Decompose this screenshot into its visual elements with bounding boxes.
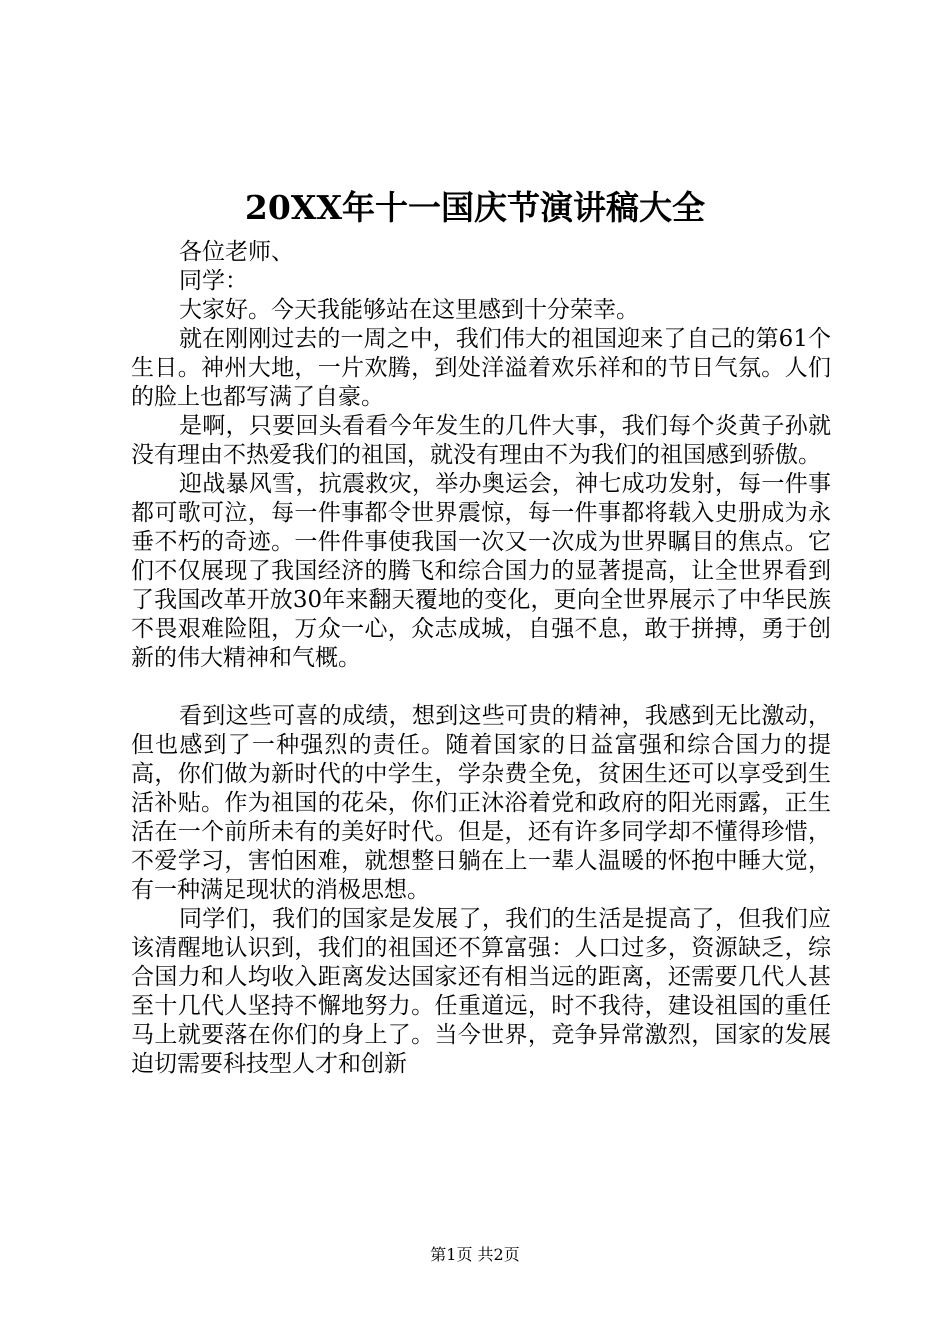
paragraph: 迎战暴风雪，抗震救灾，举办奥运会，神七成功发射，每一件事都可歌可泣，每一件事都令世界震惊，每一件事都将载入史册成为永垂不朽的奇迹。一件件事使我国一次又一次成为世界瞩目的焦点。它们不仅展现了我国经济的腾飞和综合国力的显著提高，让全世界看到了我国改革开放30年来翻天覆地的变化，更向全世界展示了中华民族不畏艰难险阻，万众一心，众志成城，自强不息，敢于拼搏，勇于创新的伟大精神和气概。 — [131, 471, 831, 671]
paragraph: 同学们，我们的国家是发展了，我们的生活是提高了，但我们应该清醒地认识到，我们的祖国还不算富强：人口过多，资源缺乏，综合国力和人均收入距离发达国家还有相当远的距离，还需要几代人甚至十几代人坚持不懈地努力。任重道远，时不我待，建设祖国的重任马上就要落在你们的身上了。当今世界，竞争异常激烈，国家的发展迫切需要科技型人才和创新 — [131, 906, 831, 1077]
page-footer: 第1页 共2页 — [430, 1245, 520, 1264]
paragraph-spacer — [131, 673, 831, 702]
paragraph: 看到这些可喜的成绩，想到这些可贵的精神，我感到无比激动，但也感到了一种强烈的责任。随着国家的日益富强和综合国力的提高，你们做为新时代的中学生，学杂费全免，贫困生还可以享受到生活补贴。作为祖国的花朵，你们正沐浴着党和政府的阳光雨露，正生活在一个前所未有的美好时代。但是，还有许多同学却不懂得珍惜，不爱学习，害怕困难，就想整日躺在上一辈人温暖的怀抱中睡大觉，有一种满足现状的消极思想。 — [131, 703, 831, 903]
greeting-line: 各位老师、 — [179, 239, 294, 265]
greeting-line: 同学： — [179, 268, 248, 294]
document-body — [131, 238, 831, 1079]
document-title: 20XX年十一国庆节演讲稿大全 — [244, 188, 706, 227]
paragraph: 大家好。今天我能够站在这里感到十分荣幸。 — [179, 297, 639, 323]
paragraph: 是啊，只要回头看看今年发生的几件大事，我们每个炎黄子孙就没有理由不热爱我们的祖国，就没有理由不为我们的祖国感到骄傲。 — [131, 413, 831, 468]
paragraph: 就在刚刚过去的一周之中，我们伟大的祖国迎来了自己的第61个生日。神州大地，一片欢腾，到处洋溢着欢乐祥和的节日气氛。人们的脸上也都写满了自豪。 — [131, 326, 831, 410]
